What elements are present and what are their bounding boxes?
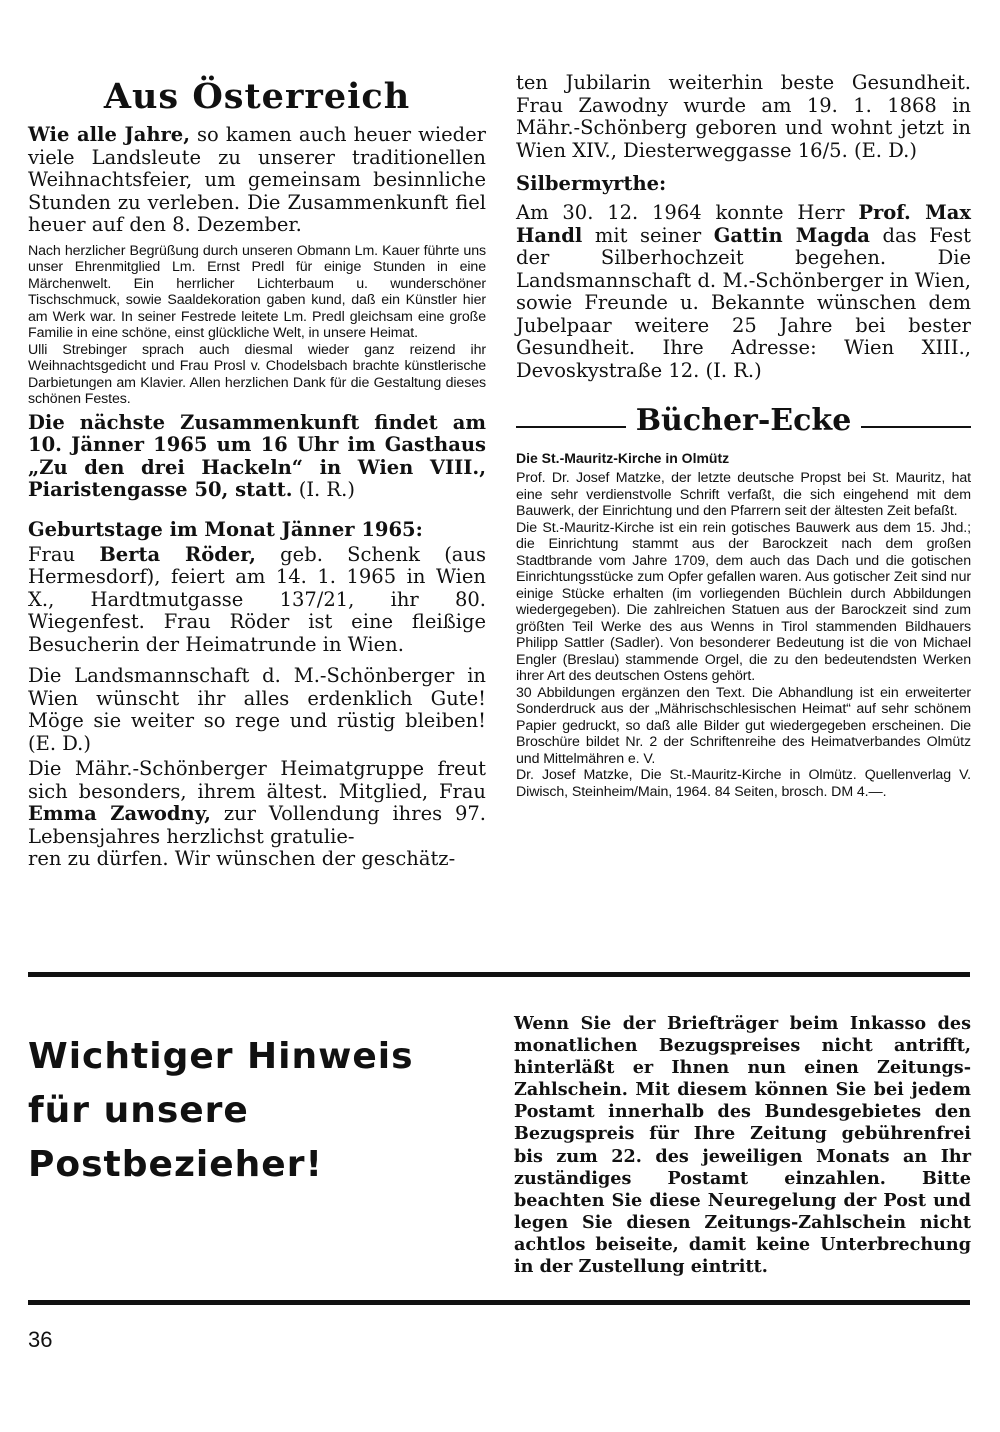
- birthday-berta-roeder: [28, 544, 486, 657]
- intro-rest: so kamen auch heuer wieder viele Landsleute zu unserer traditionellen Weihnachtsfeier, um gemeinsam besinnliche Stunden zu verleben. Die Zusammenkunft fiel heuer auf den 8. Dezember.: [28, 123, 486, 236]
- notice-body: Wenn Sie der Briefträger beim Inkasso des monatlichen Bezugspreises nicht antrifft, hinterläßt er Ihnen nun einen Zeitungs-Zahlschein. Mit diesem können Sie bei jedem Postamt innerhalb des Bundesgebietes den Bezugspreis für Ihre Zeitung gebührenfrei bis zum 22. des jeweiligen Monats an Ihr zuständiges Postamt einzahlen. Bitte beachten Sie diese Neuregelung der Post und legen Sie diesen Zeitungs-Zahlschein nicht achtlos beiseite, damit keine Unterbrechung in der Zustellung eintritt.: [514, 1013, 971, 1278]
- page-number: 36: [28, 1327, 53, 1352]
- austria-paragraph-2: Ulli Strebinger sprach auch diesmal wieder ganz reizend ihr Weihnachtsgedicht und Frau Prosl v. Chodelsbach brachte künstlerische Darbietungen am Klavier. Allen herzlichen Dank für die Gestaltung dieses schönen Festes.: [28, 341, 486, 407]
- bottom-divider: [28, 1300, 970, 1305]
- book-paragraph-1: Prof. Dr. Josef Matzke, der letzte deutsche Propst bei St. Mauritz, hat eine sehr verdienstvolle Schrift verfaßt, die sich eingehend mit dem Bauwerk, der Einrichtung und den Pfarrern seit der ältesten Zeit befaßt.: [516, 470, 971, 519]
- silver-mid: mit seiner: [582, 223, 714, 247]
- zawodny-continuation: ten Jubilarin weiterhin beste Gesundheit. Frau Zawodny wurde am 19. 1. 1868 in Mähr.-Schönberg geboren und wohnt jetzt in Wien XIV., Diesterweggasse 16/5. (E. D.): [516, 71, 971, 162]
- bday-3-name: Emma Zawodny,: [28, 802, 211, 825]
- austria-paragraph-1: Nach herzlicher Begrüßung durch unseren Obmann Lm. Kauer führte uns unser Ehrenmitglied Lm. Ernst Predl für einige Stunden in eine Märchenwelt. Ein herrlicher Lichterbaum u. wunderschöner Tischschmuck, sowie Saaldekoration gaben kund, daß ein Künstler hier am Werk war. In seiner Festrede leitete Lm. Predl gleichsam eine große Familie in eine schöne, einst glückliche Welt, in unsere Heimat.: [28, 242, 486, 341]
- silver-name-1: Prof. Max Handl: [516, 201, 971, 247]
- book-paragraph-3: 30 Abbildungen ergänzen den Text. Die Abhandlung ist ein erweiterter Sonderdruck aus der „Mährischschlesischen Heimat“ auf sehr schönem Papier gedruckt, so daß alle Bilder gut wiedergegeben erscheinen. Die Broschüre bildet Nr. 2 der Schriftenreihe des Heimatverbandes Olmütz und Mittelmähren e. V.: [516, 684, 971, 767]
- bday-1-name: Berta Röder,: [99, 542, 256, 566]
- silver-pre: Am 30. 12. 1964 konnte Herr: [516, 201, 859, 224]
- bday-3-rest-left: zur Vollendung ihres 97. Lebensjahres herzlichst gratulie-: [28, 802, 487, 848]
- bday-3-pre: Die Mähr.-Schönberger Heimatgruppe freut sich besonders, ihrem ältest. Mitglied, Frau: [28, 757, 486, 803]
- notice-heading: [28, 1030, 488, 1192]
- top-divider: [28, 972, 970, 977]
- austria-intro: [28, 124, 486, 237]
- notice-heading-line-2: für unsere: [28, 1090, 249, 1131]
- bday-1-rest: geb. Schenk (aus Hermesdorf), feiert am 14. 1. 1965 in Wien X., Hardtmutgasse 137/21, ihr 80. Wiegenfest. Frau Röder ist eine fleißige Besucherin der Heimatrunde in Wien.: [28, 542, 486, 656]
- books-heading-row: [516, 400, 971, 440]
- silver-rest: das Fest der Silberhochzeit begehen. Die Landsmannschaft d. M.-Schönberger in Wien, sowie Freunde u. Bekannte wünschen dem Jubelpaar weitere 25 Jahre bei bester Gesundheit. Ihre Adresse: Wien XIII., Devoskystraße 12. (I. R.): [516, 223, 971, 382]
- silver-name-2: Gattin Magda: [713, 223, 870, 247]
- bday-1-pre: Frau: [28, 542, 100, 566]
- notice-heading-line-1: Wichtiger Hinweis: [28, 1036, 414, 1077]
- books-heading: Bücher-Ecke: [635, 402, 852, 438]
- left-column: [28, 70, 486, 871]
- book-paragraph-4: Dr. Josef Matzke, Die St.-Mauritz-Kirche in Olmütz. Quellenverlag V. Diwisch, Steinheim/Main, 1964. 84 Seiten, brosch. DM 4.—.: [516, 767, 971, 800]
- books-rule-left: [516, 426, 626, 428]
- notice-heading-line-3: Postbezieher!: [28, 1144, 323, 1185]
- right-column: [516, 72, 971, 800]
- next-meeting-sig: (I. R.): [292, 478, 355, 501]
- silver-wedding-heading: Silbermyrthe:: [516, 172, 667, 195]
- next-meeting: [28, 412, 486, 502]
- book-title: Die St.-Mauritz-Kirche in Olmütz: [516, 450, 730, 466]
- left-column-end: ren zu dürfen. Wir wünschen der geschätz-: [28, 847, 456, 870]
- silver-wedding-text: [516, 202, 971, 382]
- books-rule-right: [861, 426, 971, 428]
- birthdays-heading: Geburtstage im Monat Jänner 1965:: [28, 517, 423, 541]
- book-paragraph-2: Die St.-Mauritz-Kirche ist ein rein gotisches Bauwerk aus dem 15. Jhd.; die Einrichtung stammt aus der Barockzeit nach dem großen Stadtbrande vom Jahre 1709, dem auch das Dach und die gotischen Einrichtungsstücke zum Opfer gefallen waren. Aus gotischer Zeit sind nur einige Stücke erhalten (im vorliegenden Büchlein durch Abbildungen wiedergegeben). Die zahlreichen Statuen aus der Barockzeit sind zum größten Teil Werke des aus Wenns in Tirol stammenden Bildhauers Philipp Sattler (Sadler). Von besonderer Bedeutung ist die von Michael Engler (Breslau) stammende Orgel, die zu den bedeutendsten Werken ihrer Art des deutschen Ostens gehört.: [516, 519, 971, 684]
- intro-bold: Wie alle Jahre,: [28, 123, 190, 146]
- birthday-wishes: Die Landsmannschaft d. M.-Schönberger in Wien wünscht ihr alles erdenklich Gute! Möge sie weiter so rege und rüstig bleiben! (E. D.): [28, 664, 486, 755]
- austria-heading: Aus Österreich: [103, 76, 411, 117]
- next-meeting-bold: Die nächste Zusammenkunft findet am 10. Jänner 1965 um 16 Uhr im Gasthaus „Zu den drei Hackeln“ in Wien VIII., Piaristengasse 50, statt.: [28, 410, 486, 501]
- birthday-emma-zawodny: [28, 758, 486, 871]
